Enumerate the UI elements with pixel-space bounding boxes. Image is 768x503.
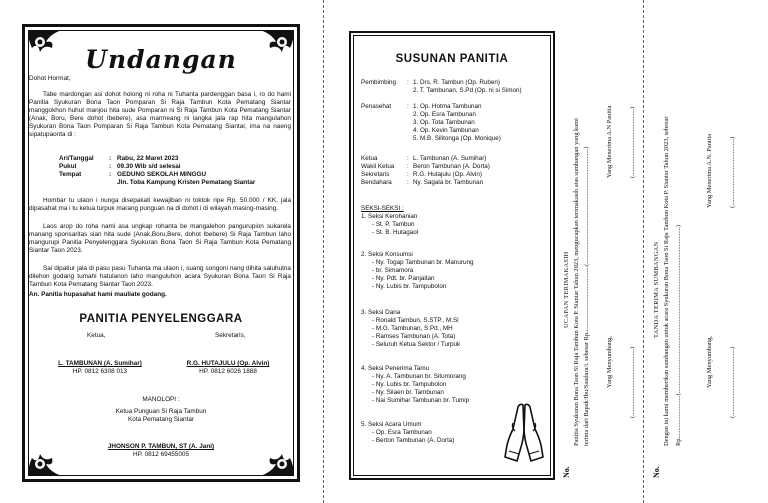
officer-value: Ny. Sagala br. Tambunan	[413, 179, 484, 186]
sekretaris-phone: HP. 0812 6026 1888	[199, 368, 257, 375]
manolopi-phone: HP. 0812 69455005	[132, 451, 190, 458]
seksi-member: - Ramses Tambunan (A. Tota)	[372, 333, 456, 340]
seksi-member: - Berton Tambunan (A. Dorta)	[372, 437, 455, 444]
colon: :	[407, 179, 409, 186]
officer-value: Beron Tambunan (A. Dorta)	[413, 163, 490, 170]
signature-line[interactable]: (..........................................)	[729, 136, 736, 208]
fold-line-2	[643, 0, 644, 503]
seksi-member: - Ronald Tambun, S.STP., M.Si	[372, 317, 459, 324]
seksi-member: - Op. Esra Tambunan	[372, 429, 432, 436]
invitation-title: Undangan	[85, 45, 237, 74]
praying-hands-icon	[503, 401, 545, 463]
seksi-member: - Ny. Silaen br. Tambunan	[372, 389, 444, 396]
ketua-phone: HP. 0812 6308 013	[72, 368, 128, 375]
officer-value: L. Tambunan (A. Sumihar)	[413, 155, 487, 162]
colon: :	[407, 171, 409, 178]
officer-label: Ketua	[361, 155, 378, 162]
detail-row: Jln. Toba Kampung Kristen Pematang Siantar	[117, 178, 256, 186]
seksi-member: - St. B. Hutagaol	[372, 229, 419, 236]
colon: :	[407, 79, 409, 86]
colon: :	[407, 155, 409, 162]
penasehat-2: 2. Op. Esra Tambunan	[413, 111, 476, 118]
detail-row: Pukul : 09.30 Wib s/d selesai	[59, 162, 181, 170]
ketua-label: Ketua,	[87, 332, 106, 339]
seksi-member: - M.G. Tambunan, S.Pd., MH	[372, 325, 453, 332]
detail-row: Tempat : GEDUNG SEKOLAH MINGGU	[59, 170, 207, 178]
seksi-name: 1. Seksi Kerohanian	[361, 213, 418, 220]
committee-card	[349, 31, 555, 480]
penasehat-4: 4. Op. Kevin Tambunan	[413, 127, 479, 134]
fold-line-1	[323, 0, 324, 503]
penyumbang-label: Yang Menyumbang,	[606, 336, 613, 388]
penasehat-3: 3. Op. Tota Tambunan	[413, 119, 475, 126]
seksi-member: - Ny. Togap Tambunan br. Manurung	[372, 259, 474, 266]
sekretaris-name: R.G. HUTAJULU (Op. Alvin)	[186, 360, 270, 367]
seksi-member: - Nai Sumihar Tambunan br. Tumip	[372, 397, 470, 404]
manolopi-name: JHONSON P. TAMBUN, ST (A. Jani)	[107, 443, 215, 450]
seksi-name: 4. Seksi Penerima Tamu	[361, 365, 430, 372]
colon: :	[407, 163, 409, 170]
detail-row: Ari/Tanggal : Rabu, 22 Maret 2023	[59, 155, 179, 162]
invitation-card	[22, 24, 300, 482]
paragraph-2: Hombar tu ulaon i nunga disepakati kewajiban ni toktok ripe Rp. 50.000 / KK, jala dipasahat ma i tu ketua turpuk marang punguan na di dohot i di wilayah masing-masing.	[29, 197, 291, 212]
officer-label: Sekretaris	[361, 171, 390, 178]
receipt-line-2[interactable]: Rp...........................(........................................................................................................)	[675, 224, 682, 446]
officer-label: Wakil Ketua	[361, 163, 395, 170]
penyumbang-label: Yang Menyumbang,	[706, 336, 713, 388]
penerima-label: Yang Menerima A.N. Panitia	[706, 133, 713, 208]
penerima-label: Yang Menerima A.N Panitia	[606, 105, 613, 178]
pembimbing-2: 2. T. Tambunan, S.Pd (Op. ni si Simon)	[413, 87, 522, 94]
seksi-title: SEKSI-SEKSI :	[361, 205, 404, 212]
sekretaris-label: Sekretaris,	[215, 332, 246, 339]
receipt-line-1: Dengan ini kami memberikan sumbangan untuk acara Syukuran Bona Taon Si Raja Tambun Kota P. Siantar Tahun 2023, sebesar	[663, 116, 670, 446]
manolopi-city: Kota Pematang Siantar	[127, 416, 195, 423]
greeting: Dohot Hormat,	[29, 75, 71, 82]
manolopi-org: Ketua Punguan Si Raja Tambun	[115, 408, 207, 415]
seksi-member: - Seluruh Ketua Sektor / Turpuk	[372, 341, 461, 348]
officer-value: R.G. Hutajulu (Op. Alvin)	[413, 171, 482, 178]
penasehat-1: 1. Op. Hotma Tambunan	[413, 103, 482, 110]
seksi-member: - Ny. Pdt. br. Panjaitan	[372, 275, 435, 282]
signature-line[interactable]: (..........................................)	[629, 346, 636, 418]
seksi-member: - Ny. Lubis br. Tampubolon	[372, 381, 447, 388]
closing-text: An. Panitia hupasahat hami mauliate godang.	[29, 291, 167, 298]
event-details	[59, 155, 294, 187]
receipt-title: UCAPAN TERIMAKASIH	[563, 251, 570, 328]
paragraph-3: Laos arop do roha nami asa ungkap rohanta be mangalehon pangurupion sukarela manang sponsaritas sian hita sude (Anak,Boru,Bere, dohot Ibebere) Si Raja Tambun laho mangurupi Panitia Penyelenggara Syukuran Bona Taon Si Raja Tambun Kota Pematang Siantar Taon 2023.	[29, 223, 291, 254]
intro-paragraph: Tabe mardongan asi dohot holong ni roha ni Tuhanta pardenggan basa i, ro do hami Panitia Syukuran Bona Taon Pomparan Si Raja Tambun Kota Pematang Siantar manggokhon huhut manjou hita sude Pomparan ni Si Raja Tambun Kota Pematang Siantar (Anak, Boru, Bere dohot Ibebere), asa marmeang ni langka jala rap hita mangulahon Syukuran Bona Taon Pomparan Si Raja Tambun Kota Pematang Siantar, ima na naeng sipatupaonta di :	[29, 91, 291, 138]
receipt-number: No.	[652, 466, 661, 478]
pembimbing-1: 1. Drs. R. Tambun (Op. Ruben)	[413, 79, 501, 86]
penasehat-label: Penasehat	[361, 103, 392, 110]
signature-line[interactable]: (..........................................)	[729, 346, 736, 418]
paragraph-4: Sai dipatiur jala di pasu pasu Tuhanta ma ulaon i, suang songoni nang dihita saluhutna dilehon godang tumahi hatulanon laho manguluhon acara Syukuran Bona Taon Si Raja Tambun Kota Pematang Siantar Taon 2023.	[29, 265, 291, 288]
manolopi-label: MANOLOPI :	[142, 396, 180, 403]
receipt-title: TANDA TERIMA SUMBANGAN	[653, 241, 660, 338]
committee-title: PANITIA PENYELENGGARA	[79, 313, 243, 325]
pembimbing-label: Pembimbing	[361, 79, 396, 86]
receipt-thanks	[563, 18, 643, 478]
ketua-name: L. TAMBUNAN (A. Sumihar)	[58, 360, 142, 367]
seksi-name: 2. Seksi Konsumsi	[361, 251, 413, 258]
seksi-member: - br. Simamora	[372, 267, 414, 274]
signature-line[interactable]: (..........................................)	[629, 106, 636, 178]
seksi-member: - Ny. A. Tambunan br. Situmorang	[372, 373, 466, 380]
receipt-line-1: Panitia Syukuran Bona Taon Si Raja Tambun Kota P. Siantar Tahun 2023, mengucapkan terimakasih atas sumbangan yang kami	[573, 118, 580, 446]
committee-heading: SUSUNAN PANITIA	[395, 53, 509, 65]
receipt-line-2[interactable]: terima dari Bapak/Ibu/Saudara/i. sebesar Rp..........................................(........................................................................)	[583, 146, 590, 446]
receipt-number: No.	[562, 466, 571, 478]
seksi-member: - St. P. Tambun	[372, 221, 415, 228]
colon: :	[407, 103, 409, 110]
receipt-donation	[653, 18, 743, 478]
penasehat-5: 5. M.B. Silitonga (Op. Monique)	[413, 135, 501, 142]
officer-label: Bendahara	[361, 179, 392, 186]
seksi-member: - Ny. Lubis br. Tampubolon	[372, 283, 447, 290]
seksi-name: 5. Seksi Acara Umum	[361, 421, 422, 428]
seksi-name: 3. Seksi Dana	[361, 309, 401, 316]
